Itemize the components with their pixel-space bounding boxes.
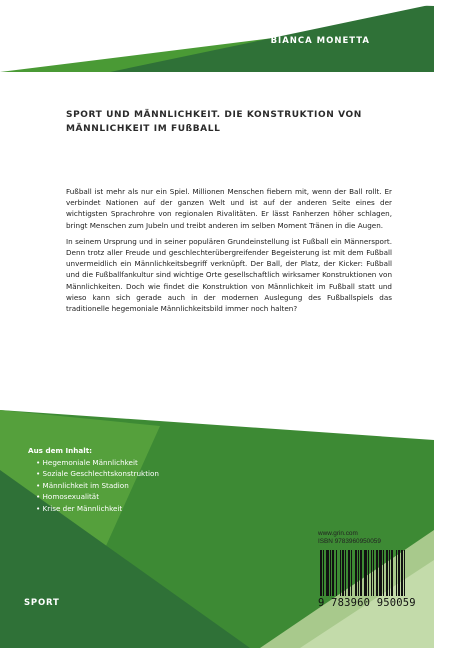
barcode-bar: [371, 550, 372, 596]
publisher-url: www.grin.com: [318, 530, 358, 537]
barcode-bar: [383, 550, 384, 596]
blurb: [66, 186, 392, 319]
contents-item: • Soziale Geschlechtskonstruktion: [36, 468, 159, 479]
barcode-bar: [391, 550, 393, 596]
barcode-bar: [336, 550, 337, 596]
page-edge: [434, 0, 457, 648]
author-name: BIANCA MONETTA: [270, 36, 370, 46]
barcode-bar: [360, 550, 362, 596]
contents-item: • Männlichkeit im Stadion: [36, 480, 159, 491]
barcode-bar: [376, 550, 378, 596]
barcode-bar: [326, 550, 329, 596]
barcode-bar: [342, 550, 344, 596]
barcode-bar: [323, 550, 324, 596]
contents-item: • Hegemoniale Männlichkeit: [36, 457, 159, 468]
barcode-block: [318, 530, 432, 620]
barcode-number: 9 783960 950059: [318, 597, 416, 609]
barcode-bar: [398, 550, 400, 596]
blurb-paragraph-1: Fußball ist mehr als nur ein Spiel. Millionen Menschen fiebern mit, wenn der Ball rollt. Er verbindet Nationen auf der ganzen Welt und ist auf der anderen Seite eines der wichtigsten Sprachrohre von regionalen Rivalitäten. Er lässt Fanherzen höher schlagen, bringt Menschen zum Jubeln und treibt anderen im selben Moment Tränen in die Augen.: [66, 187, 392, 230]
barcode-bar: [332, 550, 334, 596]
barcode-bar: [404, 550, 405, 596]
contents-list: [28, 446, 159, 514]
barcode-bar: [368, 550, 369, 596]
series-label: SPORT: [24, 598, 60, 608]
book-title: SPORT UND MÄNNLICHKEIT. DIE KONSTRUKTION VON MÄNNLICHKEIT IM FUßBALL: [66, 110, 362, 134]
barcode-image: [318, 550, 430, 596]
barcode-bar: [345, 550, 346, 596]
barcode-bar: [396, 550, 397, 596]
barcode-bar: [355, 550, 357, 596]
blurb-paragraph-2: In seinem Ursprung und in seiner populären Grundeinstellung ist Fußball ein Männersport. Denn trotz aller Freude und geschlechterübergreifender Begeisterung ist mit dem Fußball unvermeidlich ein Männlichkeitsbegriff verknüpft. Der Ball, der Platz, der Kicker: Fußball und die Fußballfankultur sind wichtige Orte gesellschaftlich wirksamer Konstruktionen von Männlichkeiten. Doch wie findet die Konstruktion von Männlichkeit im Fußball statt und wieso kann sich gerade auch in der modernen Auslegung des Fußballspiels das traditionelle hegemoniale Männlichkeitsbild immer noch halten?: [66, 236, 392, 314]
barcode-bar: [348, 550, 350, 596]
barcode-bar: [401, 550, 403, 596]
barcode-bar: [389, 550, 390, 596]
barcode-bar: [373, 550, 374, 596]
barcode-bar: [358, 550, 359, 596]
top-banner: [0, 0, 434, 72]
barcode-bar: [340, 550, 341, 596]
contents-heading: Aus dem Inhalt:: [28, 446, 93, 455]
barcode-bar: [379, 550, 382, 596]
barcode-bar: [351, 550, 352, 596]
contents-item: • Homosexualität: [36, 491, 159, 502]
barcode-bar: [320, 550, 322, 596]
barcode-bar: [330, 550, 331, 596]
barcode-bar: [364, 550, 367, 596]
barcode-bar: [386, 550, 388, 596]
isbn-text: ISBN 9783960950059: [318, 538, 381, 545]
contents-item: • Krise der Männlichkeit: [36, 503, 159, 514]
